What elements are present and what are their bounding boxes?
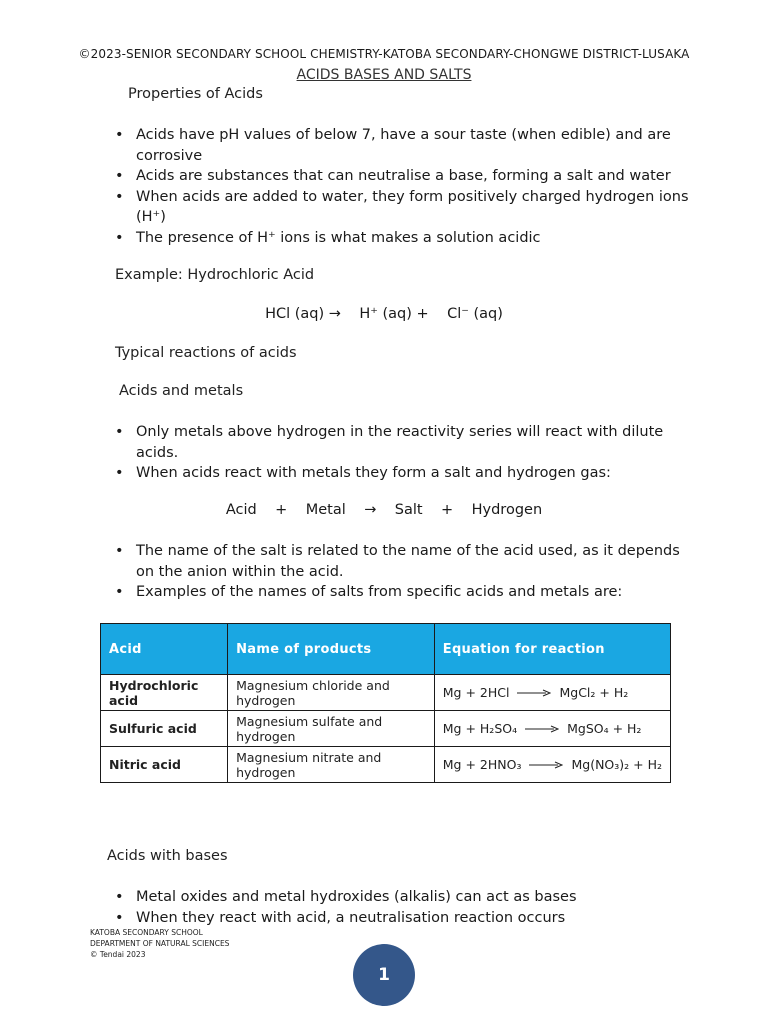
table-header-row [101, 624, 671, 675]
document-title: ACIDS BASES AND SALTS [296, 67, 472, 83]
footer-credit: © Tendai 2023 [90, 950, 146, 959]
properties-list [108, 125, 696, 248]
list-item: • When they react with acid, a neutralisation reaction occurs [108, 908, 696, 929]
products-cell: Magnesium sulfate and hydrogen [228, 711, 435, 747]
salt-names-list [108, 541, 696, 603]
equation-reactants: Mg + H₂SO₄ [442, 721, 518, 736]
long-arrow-icon [517, 685, 551, 700]
equation-reactants: Mg + 2HNO₃ [442, 757, 522, 772]
equation-products: MgCl₂ + H₂ [559, 685, 629, 700]
properties-heading: Properties of Acids [128, 86, 263, 102]
acids-metals-list [108, 422, 696, 484]
table-row [101, 747, 671, 783]
list-item: • Only metals above hydrogen in the reactivity series will react with dilute acids. [108, 422, 696, 463]
long-arrow-icon [525, 721, 559, 736]
list-item: • The name of the salt is related to the name of the acid used, as it depends on the anion within the acid. [108, 541, 681, 582]
products-cell: Magnesium chloride and hydrogen [228, 675, 435, 711]
list-item: • The presence of H⁺ ions is what makes a solution acidic [108, 228, 696, 249]
hcl-equation: HCl (aq) → H⁺ (aq) + Cl⁻ (aq) [265, 306, 503, 322]
page-number-badge: 1 [353, 944, 415, 1006]
acid-metal-products-table [100, 623, 671, 783]
column-header-products: Name of products [228, 624, 435, 675]
word-equation: Acid + Metal → Salt + Hydrogen [225, 502, 543, 518]
equation-cell [434, 747, 670, 783]
list-item: • Examples of the names of salts from specific acids and metals are: [108, 582, 696, 603]
equation-reactants: Mg + 2HCl [442, 685, 510, 700]
list-item: • When acids react with metals they form a salt and hydrogen gas: [108, 463, 696, 484]
long-arrow-icon [529, 757, 563, 772]
copyright-header: ©2023-SENIOR SECONDARY SCHOOL CHEMISTRY-KATOBA SECONDARY-CHONGWE DISTRICT-LUSAKA [78, 47, 690, 61]
column-header-equation: Equation for reaction [434, 624, 670, 675]
list-item: • Acids are substances that can neutralise a base, forming a salt and water [108, 166, 696, 187]
list-item: • Metal oxides and metal hydroxides (alkalis) can act as bases [108, 887, 696, 908]
table-row [101, 711, 671, 747]
column-header-acid: Acid [101, 624, 228, 675]
footer-school: KATOBA SECONDARY SCHOOL [90, 928, 203, 937]
equation-cell [434, 675, 670, 711]
products-cell: Magnesium nitrate and hydrogen [228, 747, 435, 783]
acids-bases-heading: Acids with bases [107, 848, 228, 864]
table-row [101, 675, 671, 711]
list-item: • Acids have pH values of below 7, have a sour taste (when edible) and are corrosive [108, 125, 696, 166]
example-label: Example: Hydrochloric Acid [115, 267, 315, 283]
equation-products: Mg(NO₃)₂ + H₂ [571, 757, 662, 772]
equation-products: MgSO₄ + H₂ [567, 721, 642, 736]
acid-cell: Nitric acid [101, 747, 228, 783]
footer-department: DEPARTMENT OF NATURAL SCIENCES [90, 939, 230, 948]
list-item: • When acids are added to water, they form positively charged hydrogen ions (H⁺) [108, 187, 696, 228]
typical-reactions-heading: Typical reactions of acids [115, 345, 297, 361]
equation-cell [434, 711, 670, 747]
acids-bases-list [108, 887, 696, 928]
acids-metals-heading: Acids and metals [119, 383, 244, 399]
acid-cell: Sulfuric acid [101, 711, 228, 747]
acid-cell: Hydrochloric acid [101, 675, 228, 711]
